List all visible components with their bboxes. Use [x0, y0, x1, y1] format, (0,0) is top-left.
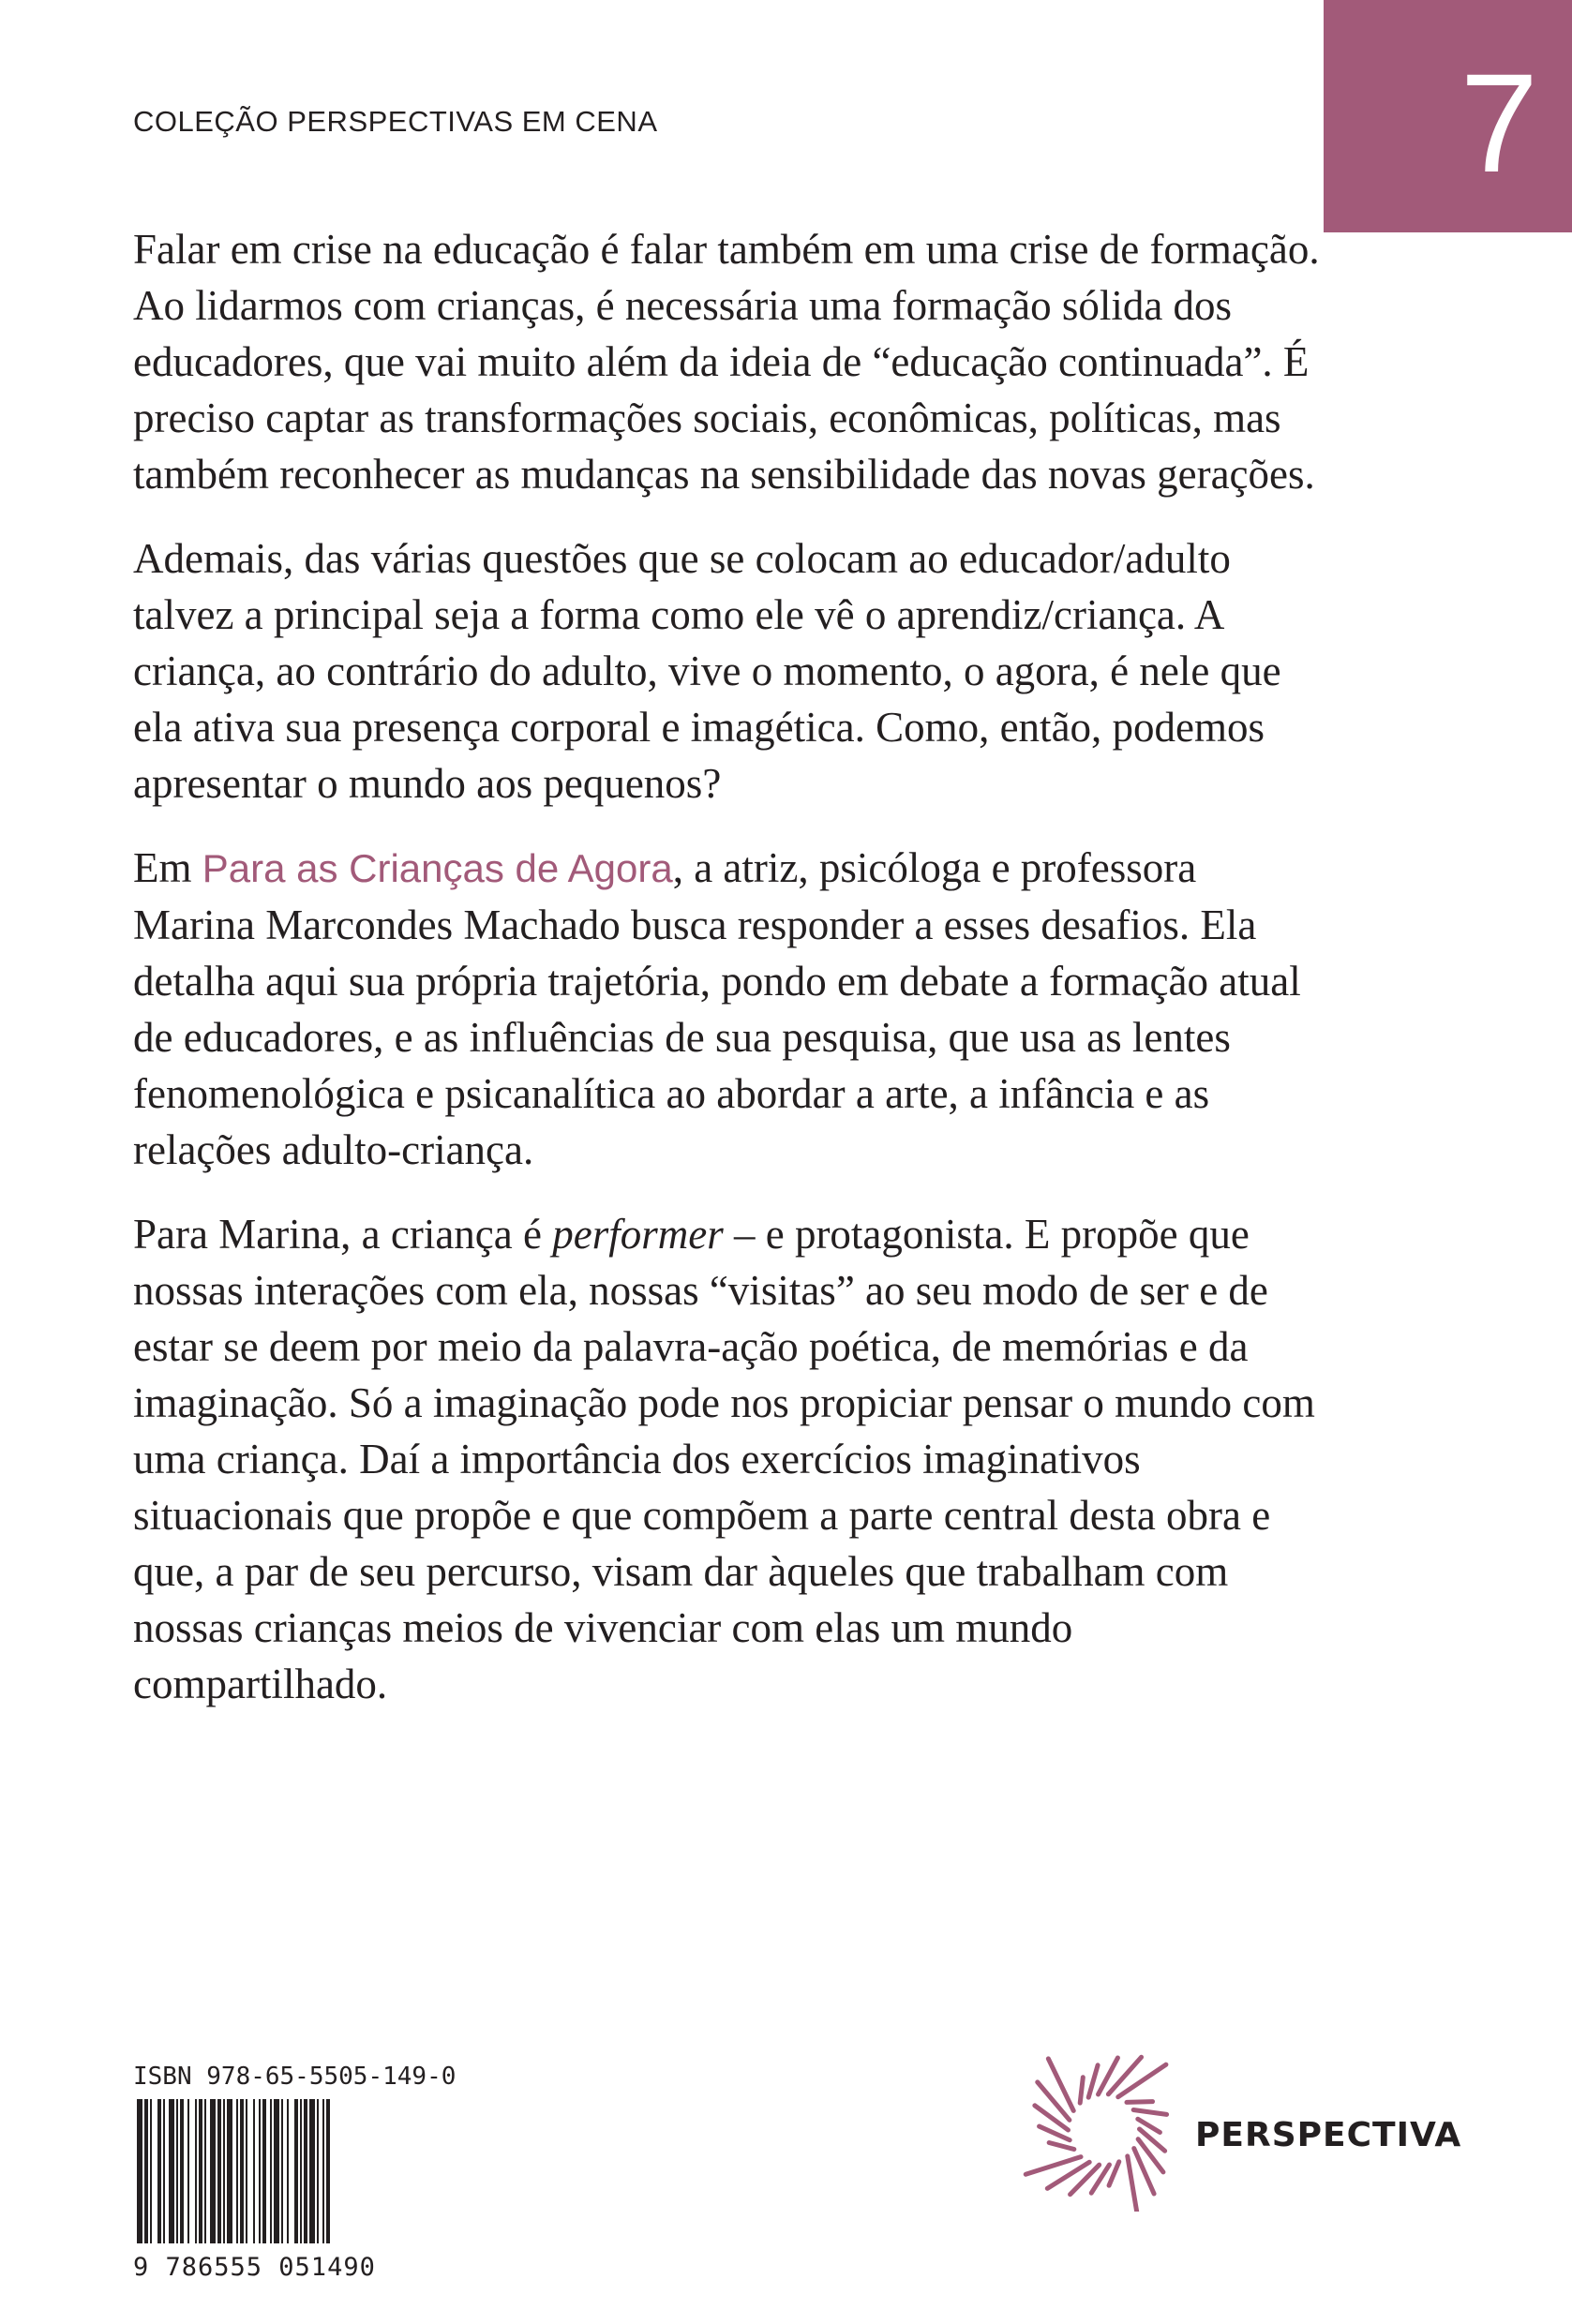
barcode-digits: 9 786555 051490 — [133, 2253, 376, 2282]
paragraph-3-rest: , a atriz, psicóloga e professora Marina Marcondes Machado busca responder a esses desafios. Ela detalha aqui sua própria trajetória, pondo em debate a formação atual de educadores, e as influências de sua pesquisa, que usa as lentes fenomenológica e psicanalítica ao abordar a arte, a infância e as relações adulto-criança. — [133, 844, 1301, 1173]
paragraph-3 — [133, 840, 1328, 1178]
series-title: COLEÇÃO PERSPECTIVAS EM CENA — [133, 105, 658, 138]
paragraph-4-rest: – e protagonista. E propõe que nossas interações com ela, nossas “visitas” ao seu modo de ser e de estar se deem por meio da palavra-ação poética, de memórias e da imaginação. Só a imaginação pode nos propiciar pensar o mundo com uma criança. Daí a importância dos exercícios imaginativos situacionais que propõe e que compõem a parte central desta obra e que, a par de seu percurso, visam dar àqueles que trabalham com nossas crianças meios de vivenciar com elas um mundo compartilhado. — [133, 1211, 1315, 1707]
paragraph-3-lead: Em — [133, 844, 202, 891]
volume-badge — [1324, 0, 1572, 232]
performer-emphasis: performer — [552, 1211, 724, 1258]
publisher-name: PERSPECTIVA — [1195, 2116, 1462, 2154]
volume-number: 7 — [1460, 44, 1538, 201]
paragraph-2: Ademais, das várias questões que se colocam ao educador/adulto talvez a principal seja a forma como ele vê o aprendiz/criança. A criança, ao contrário do adulto, vive o momento, o agora, é nele que ela ativa sua presença corporal e imagética. Como, então, podemos apresentar o mundo aos pequenos? — [133, 535, 1281, 807]
paragraph-4-lead: Para Marina, a criança é — [133, 1211, 553, 1258]
sunburst-logo-icon — [1022, 2048, 1186, 2212]
paragraph-1: Falar em crise na educação é falar também em uma crise de formação. Ao lidarmos com crianças, é necessária uma formação sólida dos educadores, que vai muito além da ideia de “educação continuada”. É preciso captar as transformações sociais, econômicas, políticas, mas também reconhecer as mudanças na sensibilidade das novas gerações. — [133, 226, 1320, 498]
barcode-icon — [133, 2099, 405, 2243]
book-title: Para as Crianças de Agora — [202, 846, 673, 890]
paragraph-4 — [133, 1206, 1328, 1712]
isbn-label: ISBN 978-65-5505-149-0 — [133, 2063, 457, 2091]
back-cover-text — [133, 221, 1328, 1740]
